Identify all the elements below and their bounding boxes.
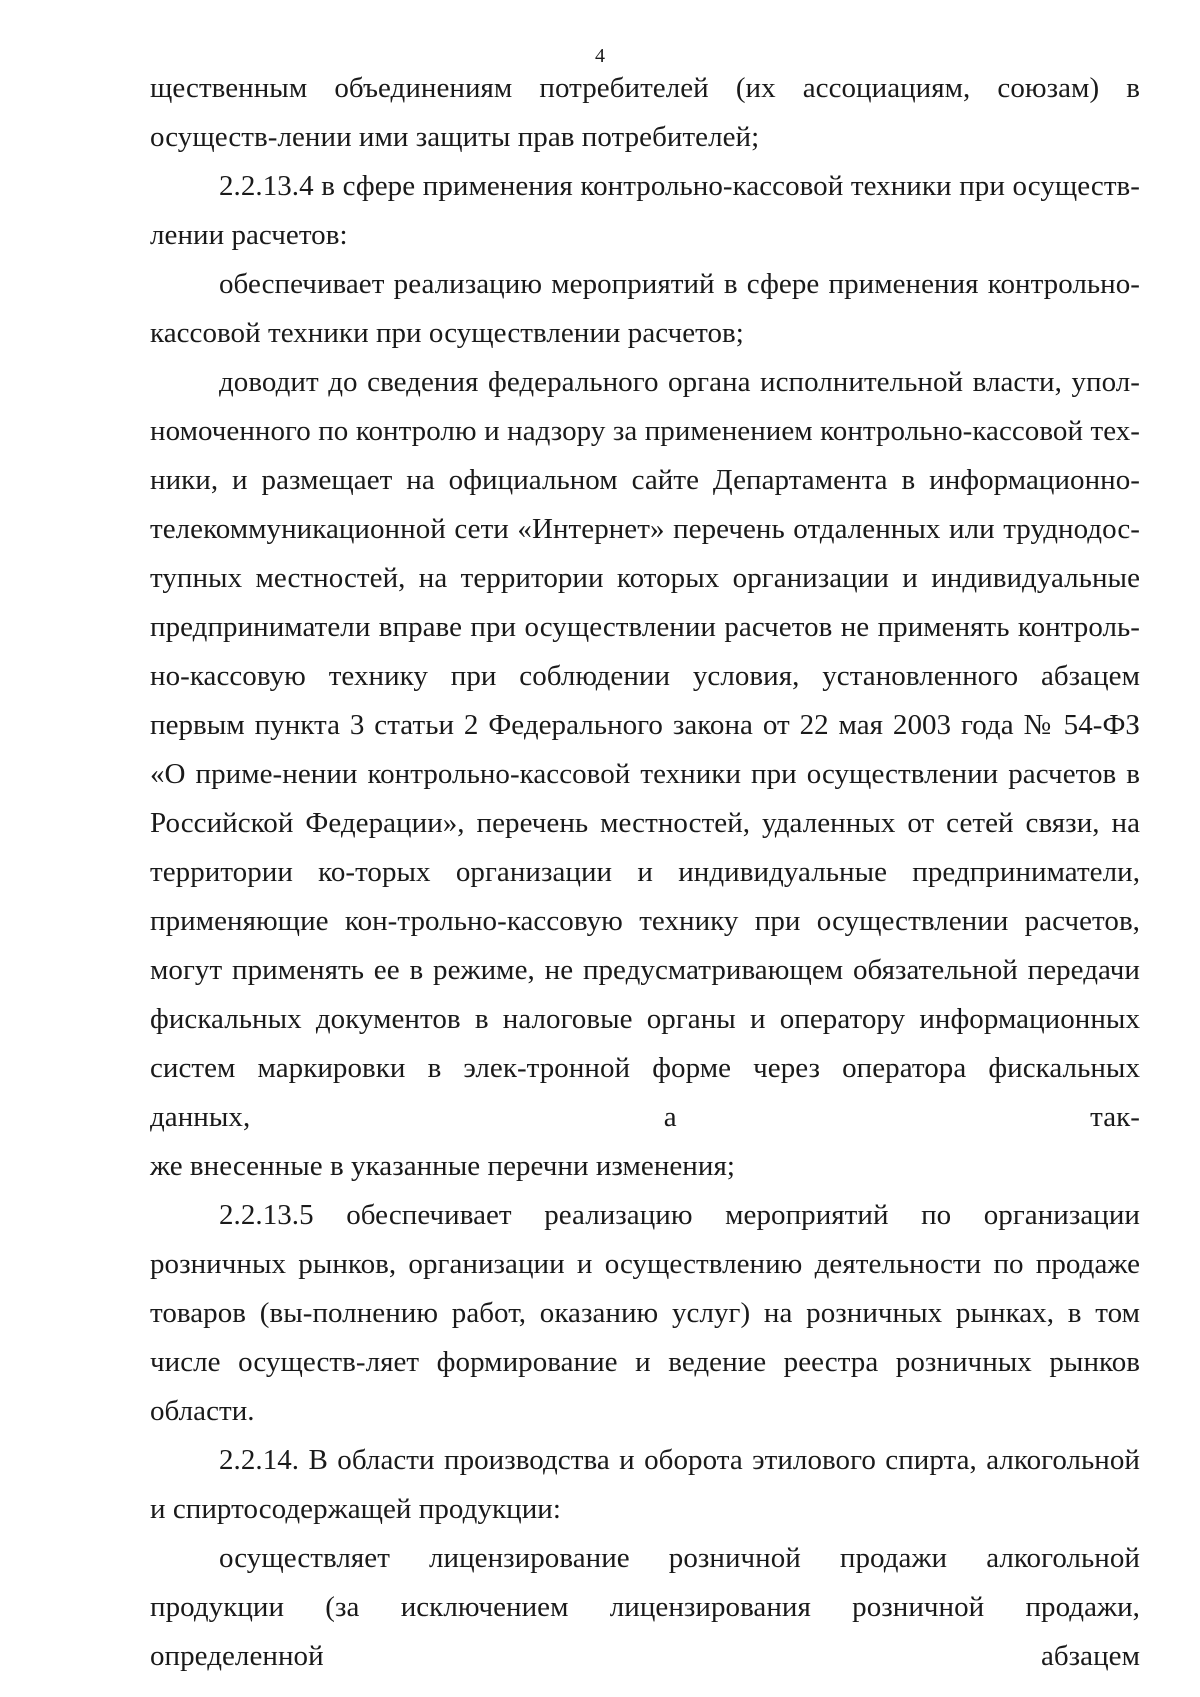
paragraph-continuation: щественным объединениям потребителей (их ассоциациям, союзам) в осуществ-лении ими защиты прав потребителей;	[150, 72, 1140, 153]
paragraph-ensures-measures: обеспечивает реализацию мероприятий в сфере применения контрольно-кассовой техники при осуществлении расчетов;	[150, 268, 1140, 349]
document-body	[150, 64, 1140, 1681]
page-number: 4	[595, 45, 605, 67]
paragraph-licensing: осуществляет лицензирование розничной продажи алкогольной продукции (за исключением лицензирования розничной продажи, определенной абзацем	[150, 1542, 1140, 1672]
paragraph-informs-federal-body-end: же внесенные в указанные перечни изменения;	[150, 1150, 735, 1182]
paragraph-informs-federal-body: доводит до сведения федерального органа исполнительной власти, упол-номоченного по контролю и надзору за применением контрольно-кассовой тех-ники, и размещает на официальном сайте Департамента в информационно-телекоммуникационной сети «Интернет» перечень отдаленных или труднодос-тупных местностей, на территории которых организации и индивидуальные предприниматели вправе при осуществлении расчетов не применять контроль-но-кассовую технику при соблюдении условия, установленного абзацем первым пункта 3 статьи 2 Федерального закона от 22 мая 2003 года № 54-ФЗ «О приме-нении контрольно-кассовой техники при осуществлении расчетов в Российской Федерации», перечень местностей, удаленных от сетей связи, на территории ко-торых организации и индивидуальные предприниматели, применяющие кон-трольно-кассовую технику при осуществлении расчетов, могут применять ее в режиме, не предусматривающем обязательной передачи фискальных документов в налоговые органы и оператору информационных систем маркировки в элек-тронной форме через оператора фискальных данных, а так-	[150, 366, 1140, 1133]
paragraph-2-2-14: 2.2.14. В области производства и оборота этилового спирта, алкогольной и спиртосодержащей продукции:	[150, 1444, 1140, 1525]
paragraph-2-2-13-4: 2.2.13.4 в сфере применения контрольно-кассовой техники при осуществ-лении расчетов:	[150, 170, 1140, 251]
paragraph-2-2-13-5: 2.2.13.5 обеспечивает реализацию мероприятий по организации розничных рынков, организации и осуществлению деятельности по продаже товаров (вы-полнению работ, оказанию услуг) на розничных рынках, в том числе осуществ-ляет формирование и ведение реестра розничных рынков области.	[150, 1199, 1140, 1427]
